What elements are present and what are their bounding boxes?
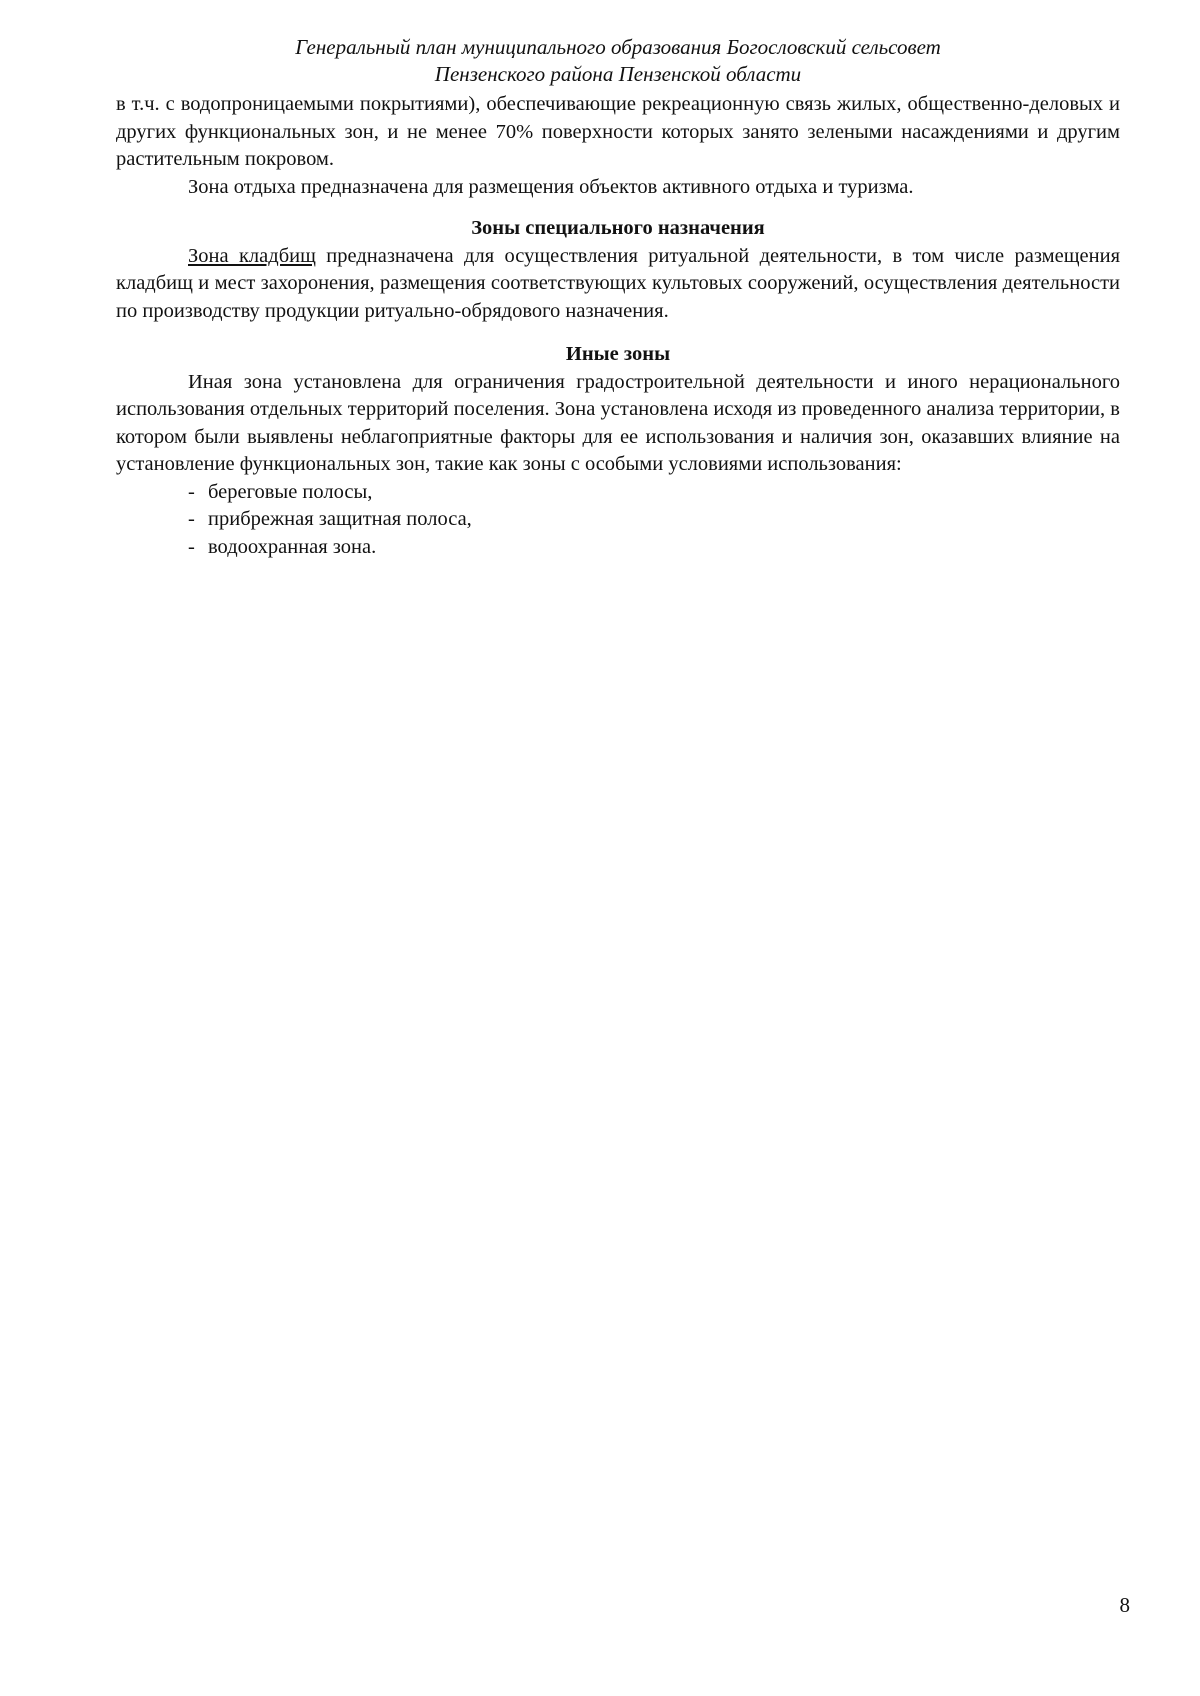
list-item: - водоохранная зона. xyxy=(188,534,1120,562)
paragraph-other-zone: Иная зона установлена для ограничения градостроительной деятельности и иного нерационального использования отдельных территорий поселения. Зона установлена исходя из проведенного анализа территории, в котором были выявлены неблагоприятные факторы для ее использования и наличия зон, оказавших влияние на установление функциональных зон, такие как зоны с особыми условиями использования: xyxy=(116,370,1120,475)
header-line-1: Генеральный план муниципального образования Богословский сельсовет xyxy=(295,35,941,59)
cemetery-zone-term: Зона кладбищ xyxy=(188,244,316,267)
cemetery-zone-text: предназначена для осуществления ритуальной деятельности, в том числе размещения кладбищ и мест захоронения, размещения соответствующих культовых сооружений, осуществления деятельности по производству продукции ритуально-обрядового назначения. xyxy=(116,244,1120,322)
document-body xyxy=(116,91,1120,561)
page-number: 8 xyxy=(1119,1593,1130,1617)
list-dash: - xyxy=(188,535,195,558)
list-item: - прибрежная защитная полоса, xyxy=(188,506,1120,534)
header-line-2: Пензенского района Пензенской области xyxy=(434,62,802,86)
paragraph-recreation-continued: в т.ч. с водопроницаемыми покрытиями), обеспечивающие рекреационную связь жилых, общественно-деловых и других функциональных зон, и не менее 70% поверхности которых занято зелеными насаждениями и другим растительным покровом. xyxy=(116,93,1120,170)
list-dash: - xyxy=(188,508,195,530)
paragraph-cemetery-zone xyxy=(116,243,1120,326)
section-title-special-purpose: Зоны специального назначения xyxy=(471,217,765,239)
paragraph-rest-zone: Зона отдыха предназначена для размещения объектов активного отдыха и туризма. xyxy=(188,175,914,198)
list-dash: - xyxy=(188,480,195,503)
document-header xyxy=(116,34,1120,88)
section-title-other-zones: Иные зоны xyxy=(565,343,671,365)
zones-list xyxy=(116,479,1120,562)
list-item: - береговые полосы, xyxy=(188,479,1120,507)
